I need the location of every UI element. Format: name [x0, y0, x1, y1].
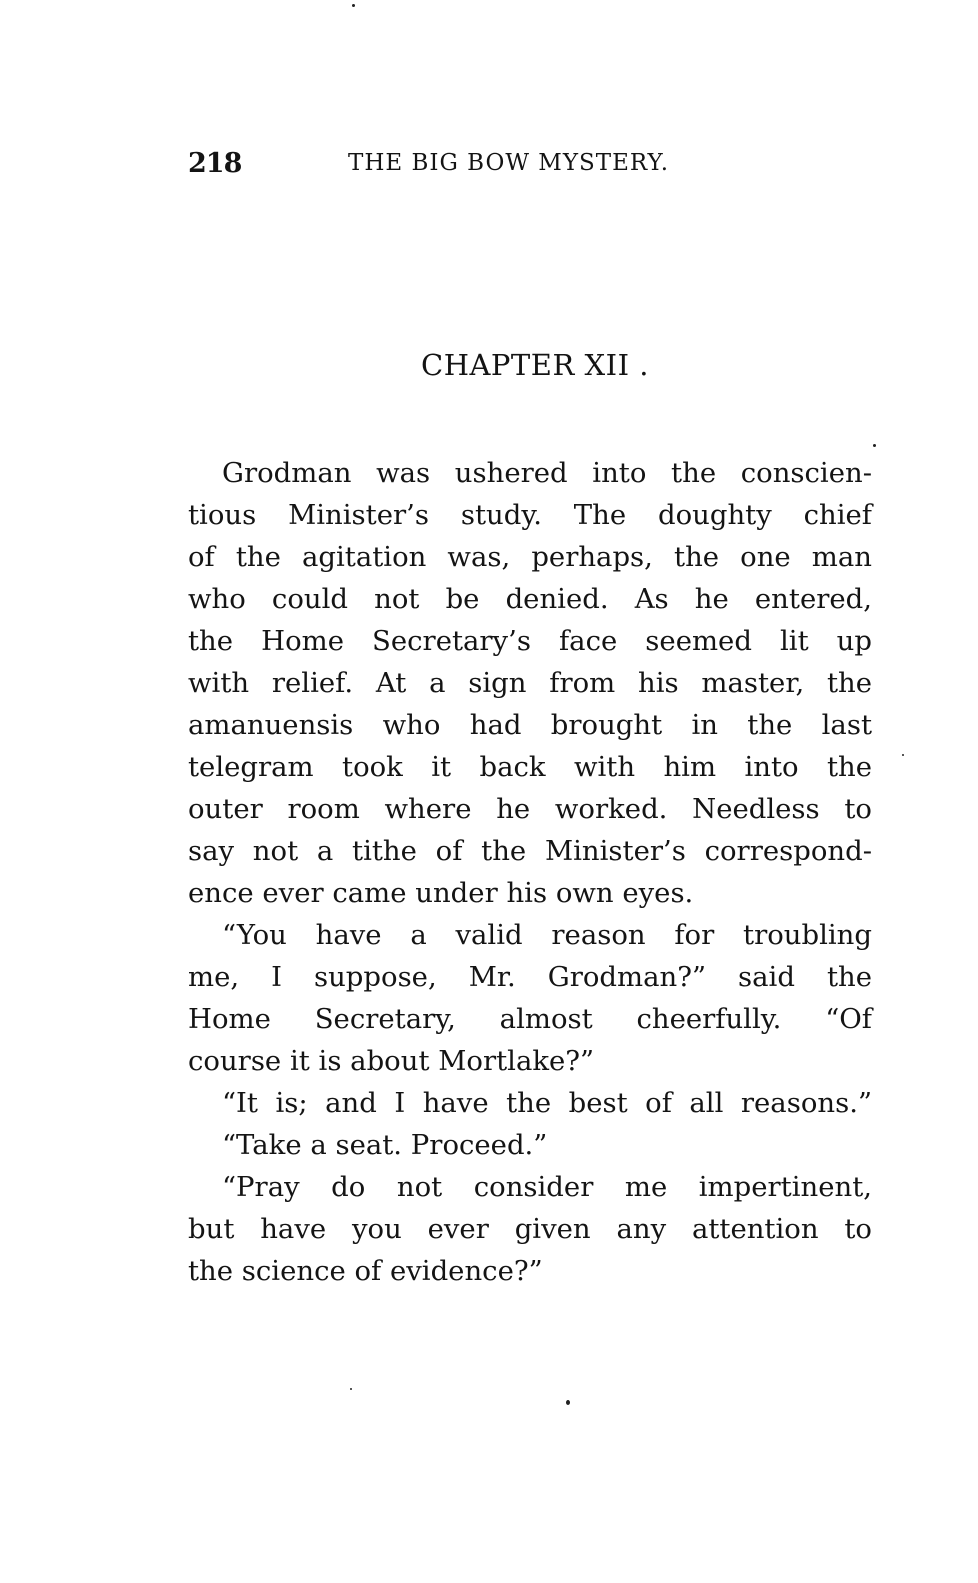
- text-line: “You have a valid reason for troubling: [222, 919, 872, 951]
- body-text: [188, 452, 872, 1292]
- text-line: “Pray do not consider me impertinent,: [222, 1171, 872, 1203]
- text-line: course it is about Mortlake?”: [188, 1045, 595, 1077]
- scan-speck: [902, 754, 904, 756]
- page-number: 218: [188, 148, 242, 179]
- book-title: THE BIG BOW MYSTERY.: [348, 150, 670, 176]
- scan-speck: [350, 1388, 352, 1390]
- text-line: but have you ever given any attention to: [188, 1213, 872, 1245]
- chapter-title: CHAPTER XII .: [421, 348, 649, 382]
- text-line: “It is; and I have the best of all reasons.”: [222, 1087, 872, 1119]
- text-line: amanuensis who had brought in the last: [188, 709, 872, 741]
- text-line: Home Secretary, almost cheerfully. “Of: [188, 1003, 872, 1035]
- text-line: the science of evidence?”: [188, 1255, 543, 1287]
- text-line: Grodman was ushered into the conscien-: [222, 457, 872, 489]
- text-line: telegram took it back with him into the: [188, 751, 872, 783]
- scan-speck: [873, 444, 876, 447]
- text-line: me, I suppose, Mr. Grodman?” said the: [188, 961, 872, 993]
- text-line: “Take a seat. Proceed.”: [222, 1129, 548, 1161]
- text-line: tious Minister’s study. The doughty chief: [188, 499, 872, 531]
- text-line: with relief. At a sign from his master, the: [188, 667, 872, 699]
- text-line: the Home Secretary’s face seemed lit up: [188, 625, 872, 657]
- text-line: ence ever came under his own eyes.: [188, 877, 694, 909]
- text-line: say not a tithe of the Minister’s correspond-: [188, 835, 872, 867]
- scan-speck: [566, 1400, 570, 1405]
- text-line: who could not be denied. As he entered,: [188, 583, 872, 615]
- scan-speck: [352, 4, 355, 7]
- running-head: [188, 148, 748, 188]
- text-line: outer room where he worked. Needless to: [188, 793, 872, 825]
- text-line: of the agitation was, perhaps, the one man: [188, 541, 872, 573]
